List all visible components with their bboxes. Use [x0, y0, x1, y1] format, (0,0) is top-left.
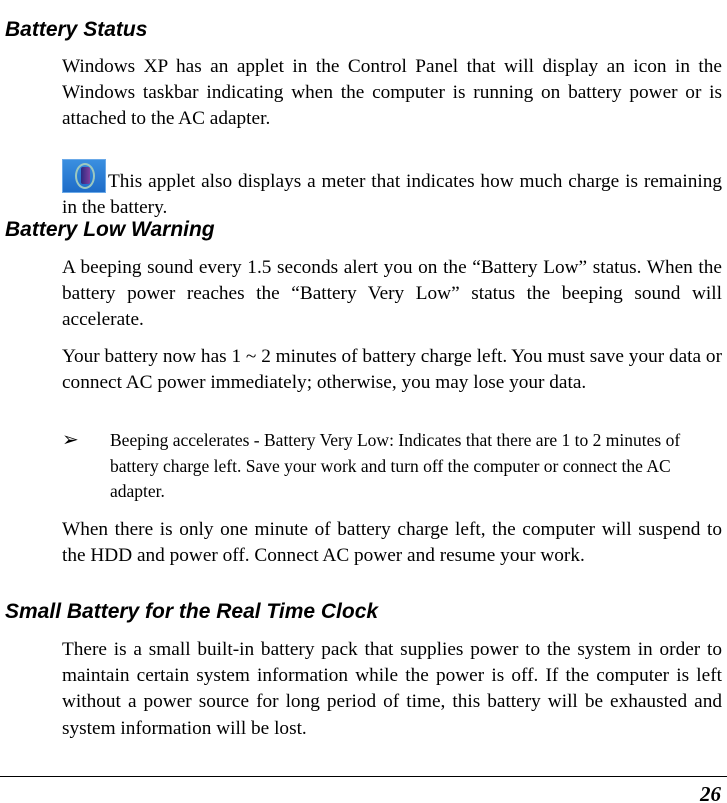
- heading-battery-status: Battery Status: [5, 18, 148, 41]
- battery-meter-icon: [62, 159, 106, 193]
- paragraph: Your battery now has 1 ~ 2 minutes of battery charge left. You must save your data or connect AC power immediately; otherwise, you may lose your data.: [62, 346, 722, 394]
- page-number: 26: [700, 782, 721, 803]
- arrow-bullet-icon: ➢: [62, 429, 79, 451]
- heading-battery-low-warning: Battery Low Warning: [5, 218, 215, 241]
- footer-divider: [0, 776, 727, 777]
- bullet-text: Beeping accelerates - Battery Very Low: Indicates that there are 1 to 2 minutes of battery charge left. Save your work and turn off the computer or connect the AC adapter.: [110, 430, 681, 501]
- paragraph: A beeping sound every 1.5 seconds alert you on the “Battery Low” status. When the battery power reaches the “Battery Very Low” status the beeping sound will accelerate.: [62, 257, 722, 331]
- paragraph: When there is only one minute of battery charge left, the computer will suspend to the HDD and power off. Connect AC power and resume your work.: [62, 519, 722, 567]
- bullet-item: [62, 428, 722, 505]
- paragraph: Windows XP has an applet in the Control Panel that will display an icon in the Windows taskbar indicating when the computer is running on battery power or is attached to the AC adapter.: [62, 56, 722, 130]
- paragraph-text: This applet also displays a meter that indicates how much charge is remaining in the battery.: [62, 171, 722, 219]
- heading-small-battery-rtc: Small Battery for the Real Time Clock: [5, 600, 379, 623]
- paragraph: There is a small built-in battery pack that supplies power to the system in order to maintain certain system information while the power is off. If the computer is left without a power source for long period of time, this battery will be exhausted and system information will be lost.: [62, 639, 722, 739]
- paragraph: [62, 159, 722, 221]
